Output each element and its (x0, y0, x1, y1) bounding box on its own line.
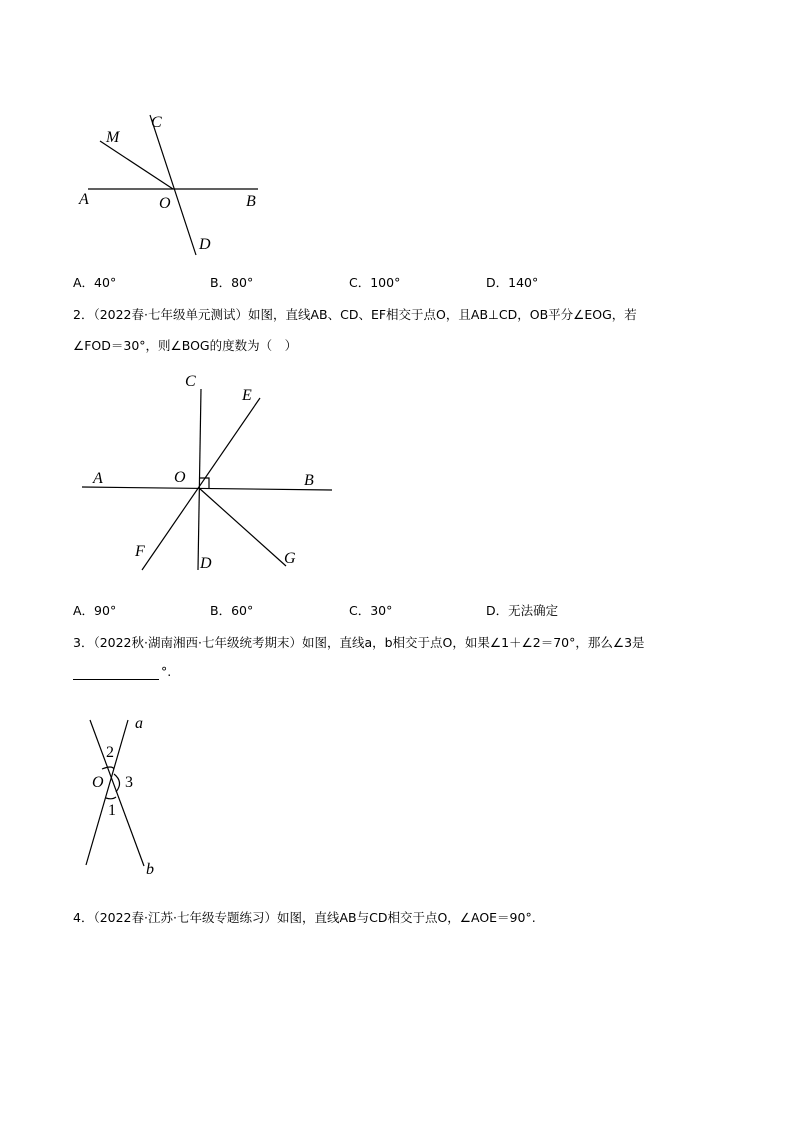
label-b: b (146, 861, 154, 878)
q1-option-b[interactable]: B．80° (210, 275, 254, 290)
figure-3-diagram (80, 712, 170, 882)
label-a: A (93, 470, 103, 487)
label-f: F (135, 543, 145, 560)
label-m: M (106, 129, 120, 146)
label-o: O (159, 195, 171, 212)
label-1: 1 (108, 802, 116, 819)
label-e: E (242, 387, 252, 404)
line-cd (150, 115, 196, 255)
line-a (86, 720, 128, 865)
label-a: a (135, 715, 143, 732)
line-ab (82, 487, 332, 490)
label-c: C (185, 373, 196, 390)
label-3: 3 (125, 774, 133, 791)
q2-text-line1: 2．（2022春·七年级单元测试）如图，直线AB、CD、EF相交于点O，且AB⊥CD，OB平分∠EOG，若 (73, 307, 637, 322)
q2-text-line2: ∠FOD＝30°，则∠BOG的度数为（ ） (73, 338, 298, 353)
label-d: D (199, 236, 211, 253)
q1-option-a[interactable]: A．40° (73, 275, 117, 290)
ray-og (199, 488, 286, 566)
q2-option-c[interactable]: C．30° (349, 603, 393, 618)
angle-3-arc (114, 774, 120, 792)
line-b (90, 720, 144, 866)
q3-answer-blank[interactable] (73, 679, 159, 680)
label-o: O (92, 774, 104, 791)
q1-option-d[interactable]: D．140° (486, 275, 539, 290)
q2-option-b[interactable]: B．60° (210, 603, 254, 618)
figure-2-diagram (78, 367, 338, 577)
label-2: 2 (106, 744, 114, 761)
label-b: B (304, 472, 314, 489)
q2-option-d[interactable]: D．无法确定 (486, 603, 559, 618)
angle-1-arc (106, 797, 116, 799)
label-a: A (79, 191, 89, 208)
label-b: B (246, 193, 256, 210)
q4-text-line1: 4．（2022春·江苏·七年级专题练习）如图，直线AB与CD相交于点O，∠AOE＝90°. (73, 910, 536, 925)
ray-om (100, 141, 173, 189)
line-cd (198, 389, 201, 570)
q3-text-line1: 3．（2022秋·湖南湘西·七年级统考期末）如图，直线a，b相交于点O，如果∠1＋∠2＝70°，那么∠3是 (73, 635, 645, 650)
label-c: C (151, 114, 162, 131)
q2-option-a[interactable]: A．90° (73, 603, 117, 618)
q3-blank-suffix: °. (161, 664, 172, 679)
label-g: G (284, 550, 296, 567)
label-d: D (200, 555, 212, 572)
q1-option-c[interactable]: C．100° (349, 275, 401, 290)
figure-1-diagram (70, 105, 270, 265)
label-o: O (174, 469, 186, 486)
